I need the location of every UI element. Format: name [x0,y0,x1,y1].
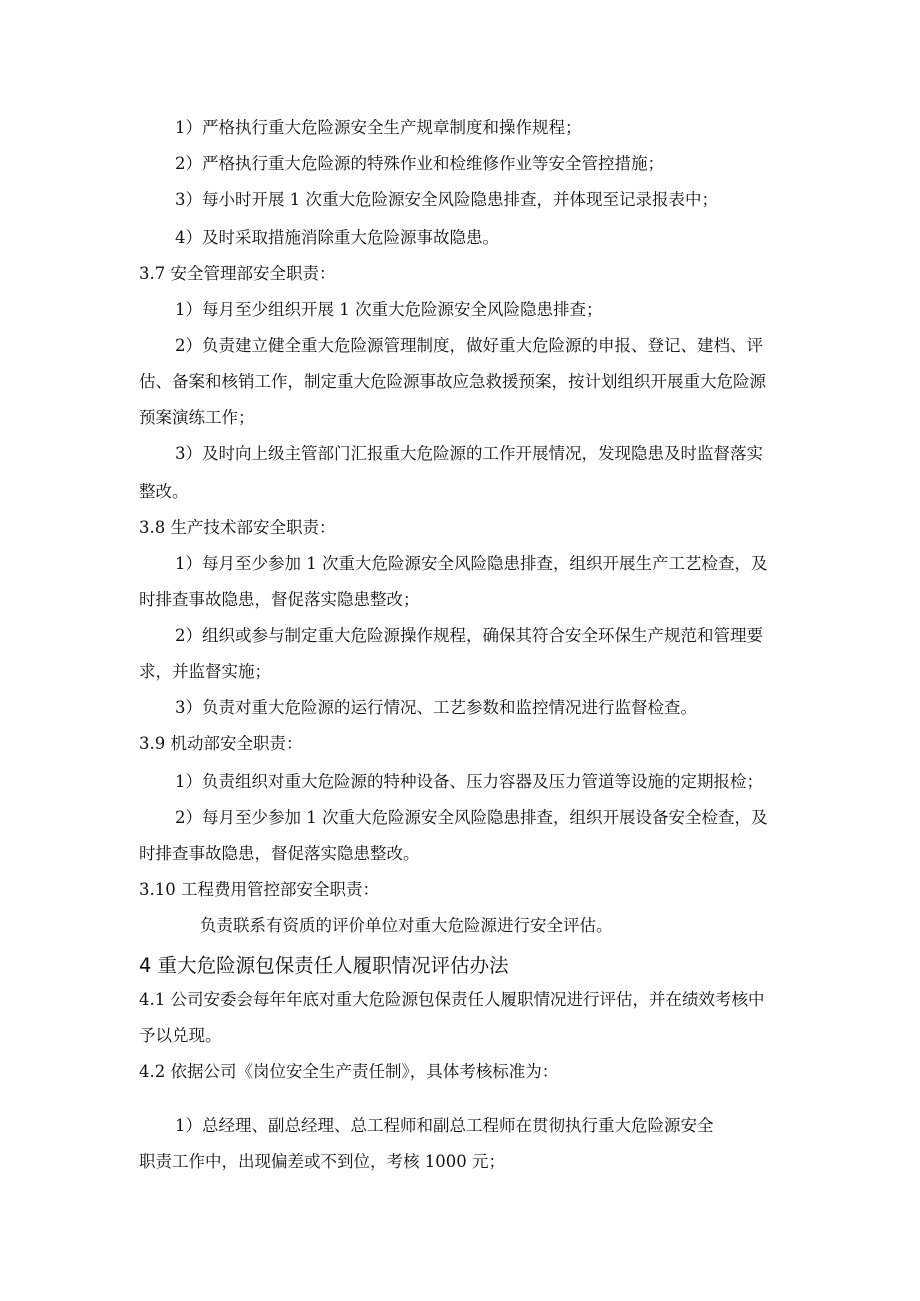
list-item: 1）负责组织对重大危险源的特种设备、压力容器及压力管道等设施的定期报检； [175,772,763,791]
paragraph: 4.2 依据公司《岗位安全生产责任制》，具体考核标准为： [139,1062,559,1081]
section-heading: 3.10 工程费用管控部安全职责： [139,880,379,899]
section-heading: 3.9 机动部安全职责： [139,734,303,753]
list-item-continuation: 求，并监督实施； [139,662,271,681]
list-item-continuation: 整改。 [139,482,189,501]
chapter-heading: 4 重大危险源包保责任人履职情况评估办法 [139,954,509,977]
section-heading: 3.7 安全管理部安全职责： [139,264,336,283]
list-item-continuation: 预案演练工作； [139,408,255,427]
list-item-continuation: 时排查事故隐患，督促落实隐患整改； [139,590,420,609]
list-item: 3）每小时开展 1 次重大危险源安全风险隐患排查，并体现至记录报表中； [175,190,718,209]
list-item: 1）每月至少参加 1 次重大危险源安全风险隐患排查，组织开展生产工艺检查，及 [175,554,768,573]
list-item: 2）严格执行重大危险源的特殊作业和检维修作业等安全管控措施； [175,154,664,173]
paragraph-continuation: 予以兑现。 [139,1026,222,1045]
list-item: 4）及时采取措施消除重大危险源事故隐患。 [175,228,499,247]
paragraph: 4.1 公司安委会每年年底对重大危险源包保责任人履职情况进行评估，并在绩效考核中 [139,990,765,1009]
list-item: 1）总经理、副总经理、总工程师和副总工程师在贯彻执行重大危险源安全 [175,1116,714,1135]
list-item: 3）负责对重大危险源的运行情况、工艺参数和监控情况进行监督检查。 [175,698,697,717]
list-item-continuation: 时排查事故隐患，督促落实隐患整改。 [139,844,420,863]
list-item-continuation: 职责工作中，出现偏差或不到位，考核 1000 元； [139,1152,505,1171]
list-item-continuation: 估、备案和核销工作，制定重大危险源事故应急救援预案，按计划组织开展重大危险源 [139,372,766,391]
list-item: 2）组织或参与制定重大危险源操作规程，确保其符合安全环保生产规范和管理要 [175,626,763,645]
list-item: 1）严格执行重大危险源安全生产规章制度和操作规程； [175,118,582,137]
list-item: 2）负责建立健全重大危险源管理制度，做好重大危险源的申报、登记、建档、评 [175,336,763,355]
paragraph: 负责联系有资质的评价单位对重大危险源进行安全评估。 [200,916,613,935]
list-item: 2）每月至少参加 1 次重大危险源安全风险隐患排查，组织开展设备安全检查，及 [175,808,768,827]
list-item: 1）每月至少组织开展 1 次重大危险源安全风险隐患排查； [175,300,603,319]
section-heading: 3.8 生产技术部安全职责： [139,518,336,537]
list-item: 3）及时向上级主管部门汇报重大危险源的工作开展情况，发现隐患及时监督落实 [175,444,763,463]
